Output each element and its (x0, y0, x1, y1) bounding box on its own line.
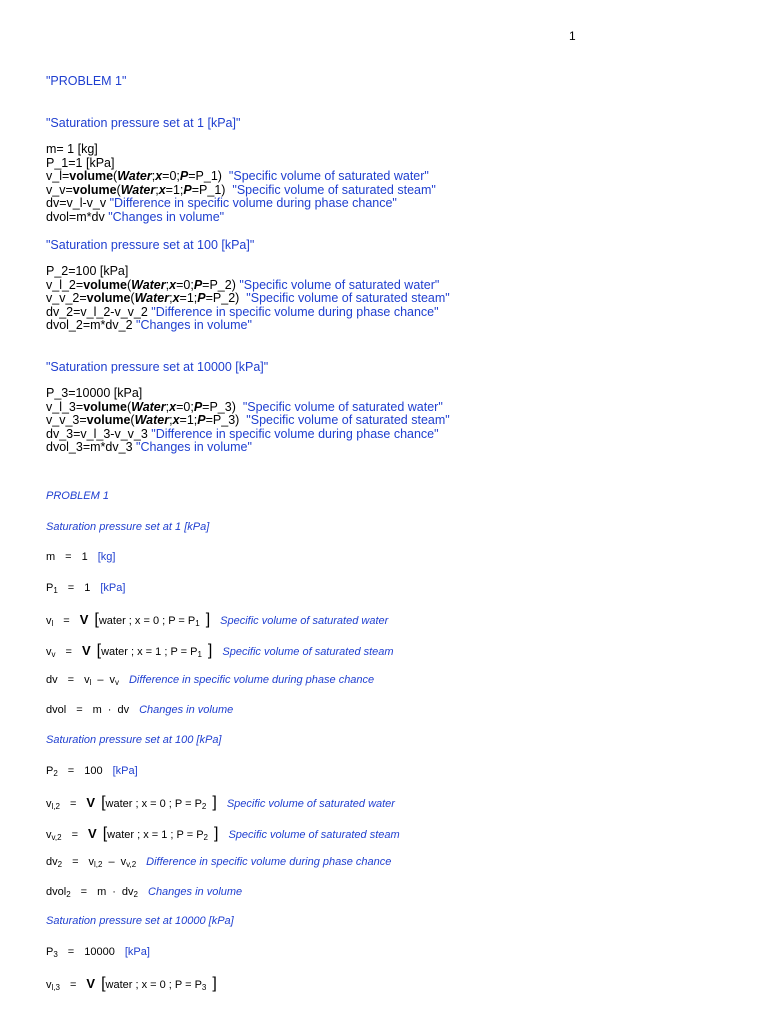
fmt-sat10000-header: Saturation pressure set at 10000 [kPa] (46, 915, 234, 927)
code-vv2-line: v_v_2=volume(Water;x=1;P=P_2) "Specific volume of saturated steam" (46, 291, 450, 306)
code-vl-line: v_l=volume(Water;x=0;P=P_1) "Specific volume of saturated water" (46, 169, 429, 184)
code-block-2 (46, 265, 450, 333)
code-p1-line: P_1=1 [kPa] (46, 155, 115, 170)
fmt-p2-eq: $P_2 = 100$ [kPa] (46, 765, 138, 778)
code-block-1 (46, 143, 436, 225)
fmt-dv-eq: dv = $v_l - v_v$ Difference in specific volume during phase chance (46, 674, 375, 687)
fmt-dvol-eq: dvol = m · dv Changes in volume (46, 704, 234, 716)
code-sat10000-header: "Saturation pressure set at 10000 [kPa]" (46, 360, 269, 374)
code-vl3-line: v_l_3=volume(Water;x=0;P=P_3) "Specific volume of saturated water" (46, 399, 443, 414)
fmt-vv-eq: $v_v = V$ [water ; x = 1 ; $P = P_1$ ] Specific volume of saturated steam (46, 642, 394, 659)
code-sat1-header: "Saturation pressure set at 1 [kPa]" (46, 116, 241, 130)
fmt-m-eq: m = 1 [kg] (46, 551, 116, 563)
code-p3-line: P_3=10000 [kPa] (46, 386, 143, 400)
code-vl2-line: v_l_2=volume(Water;x=0;P=P_2) "Specific volume of saturated water" (46, 277, 440, 292)
page-number: 1 (569, 29, 576, 43)
fmt-sat1-header: Saturation pressure set at 1 [kPa] (46, 521, 210, 533)
code-vv-line: v_v=volume(Water;x=1;P=P_1) "Specific volume of saturated steam" (46, 182, 436, 197)
fmt-p3-eq: $P_3 = 10000$ [kPa] (46, 946, 150, 959)
code-block-3 (46, 387, 450, 455)
fmt-dv2-eq: $dv_2 = v_{l,2} - v_{v,2}$ Difference in specific volume during phase chance (46, 856, 392, 869)
fmt-vl2-eq: $v_{l,2} = V$ [water ; x = 0 ; $P = P_2$ ] Specific volume of saturated water (46, 794, 395, 811)
code-sat100-header: "Saturation pressure set at 100 [kPa]" (46, 238, 255, 252)
code-p2-line: P_2=100 [kPa] (46, 264, 129, 278)
code-dvol-line: dvol=m*dv "Changes in volume" (46, 209, 225, 224)
fmt-problem-title: PROBLEM 1 (46, 490, 109, 502)
fmt-vv2-eq: $v_{v,2} = V$ [water ; x = 1 ; $P = P_2$ ] Specific volume of saturated steam (46, 825, 400, 842)
code-m-line: m= 1 [kg] (46, 142, 98, 156)
fmt-vl3-eq: $v_{l,3} = V$ [water ; x = 0 ; $P = P_3$ ] (46, 975, 217, 992)
code-problem-title: "PROBLEM 1" (46, 74, 127, 88)
fmt-dvol2-eq: dvol$_2$ = $m \cdot dv_2$ Changes in volume (46, 886, 243, 899)
fmt-vl-eq: $v_l = V$ [water ; x = 0 ; $P = P_1$ ] Specific volume of saturated water (46, 611, 389, 628)
code-dv2-line: dv_2=v_l_2-v_v_2 "Difference in specific volume during phase chance" (46, 304, 439, 319)
code-dv-line: dv=v_l-v_v "Difference in specific volume during phase chance" (46, 196, 397, 211)
code-dvol2-line: dvol_2=m*dv_2 "Changes in volume" (46, 318, 252, 333)
fmt-sat100-header: Saturation pressure set at 100 [kPa] (46, 734, 222, 746)
code-dvol3-line: dvol_3=m*dv_3 "Changes in volume" (46, 440, 252, 455)
code-vv3-line: v_v_3=volume(Water;x=1;P=P_3) "Specific volume of saturated steam" (46, 413, 450, 428)
code-dv3-line: dv_3=v_l_3-v_v_3 "Difference in specific volume during phase chance" (46, 426, 439, 441)
fmt-p1-eq: $P_1 = 1$ [kPa] (46, 582, 126, 595)
